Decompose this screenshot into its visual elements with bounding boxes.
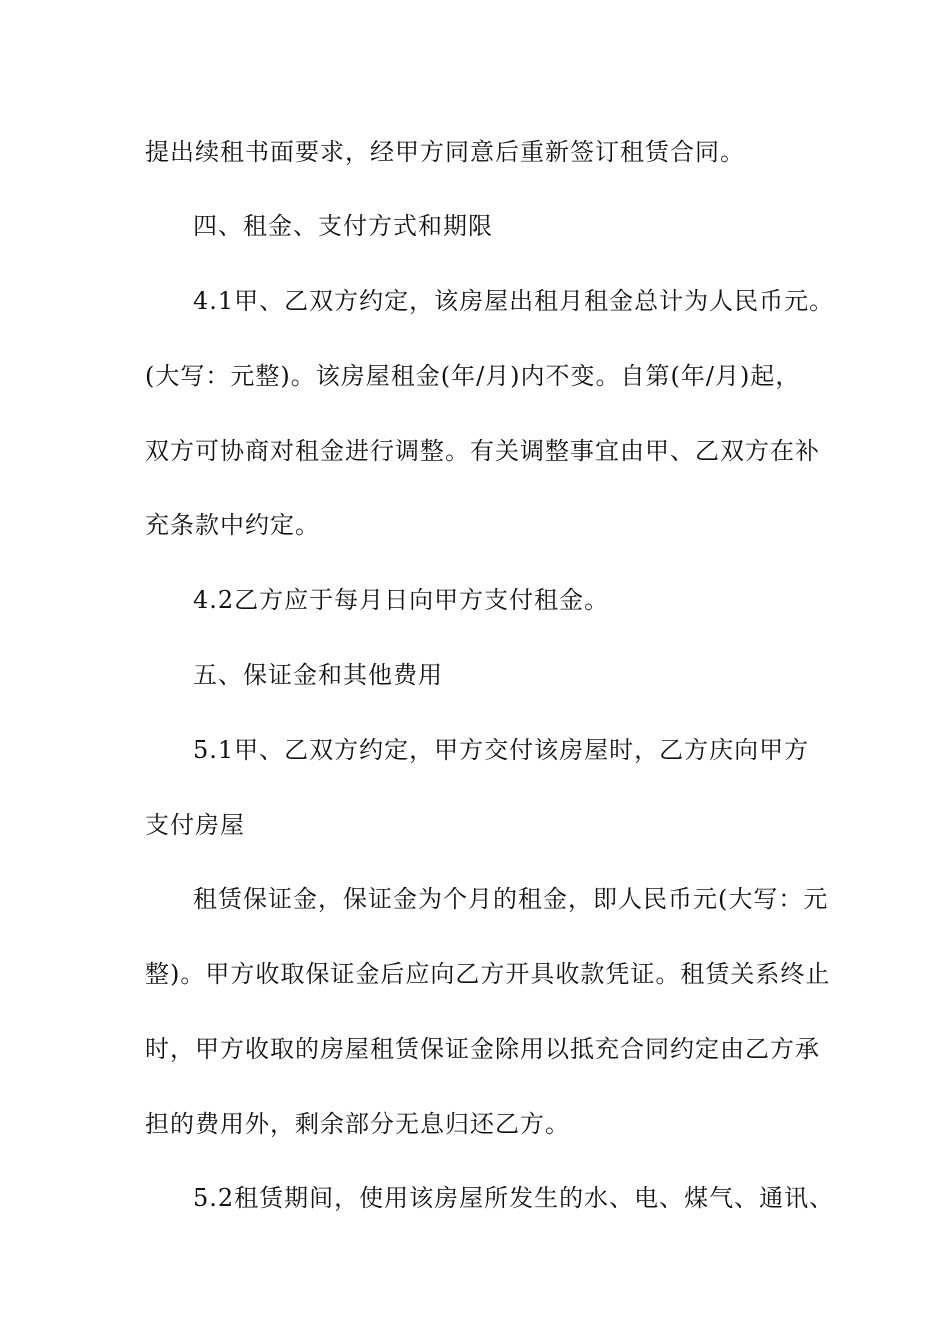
clause-text: 租赁保证金，保证金为个月的租金，即人民币元(大写：元 bbox=[193, 885, 829, 913]
body-text-line: 支付房屋 bbox=[145, 811, 245, 839]
body-text-line: 提出续租书面要求，经甲方同意后重新签订租赁合同。 bbox=[145, 138, 745, 166]
body-text-line: (大写：元整)。该房屋租金(年/月)内不变。自第(年/月)起， bbox=[145, 362, 801, 390]
body-text-line: 担的费用外，剩余部分无息归还乙方。 bbox=[145, 1110, 570, 1138]
body-text-line: 整)。甲方收取保证金后应向乙方开具收款凭证。租赁关系终止 bbox=[145, 960, 831, 988]
clause-text: 5.1甲、乙双方约定，甲方交付该房屋时，乙方庆向甲方 bbox=[193, 736, 810, 764]
body-text-line: 时，甲方收取的房屋租赁保证金除用以抵充合同约定由乙方承 bbox=[145, 1035, 820, 1063]
clause-text: 4.2乙方应于每月日向甲方支付租金。 bbox=[193, 586, 610, 614]
clause-text: 5.2租赁期间，使用该房屋所发生的水、电、煤气、通讯、 bbox=[193, 1184, 835, 1212]
body-text-line: 充条款中约定。 bbox=[145, 511, 320, 539]
clause-text: 4.1甲、乙双方约定，该房屋出租月租金总计为人民币元。 bbox=[193, 287, 835, 315]
body-text-line: 双方可协商对租金进行调整。有关调整事宜由甲、乙双方在补 bbox=[145, 437, 820, 465]
section-heading: 四、租金、支付方式和期限 bbox=[193, 212, 493, 240]
section-heading: 五、保证金和其他费用 bbox=[193, 661, 443, 689]
